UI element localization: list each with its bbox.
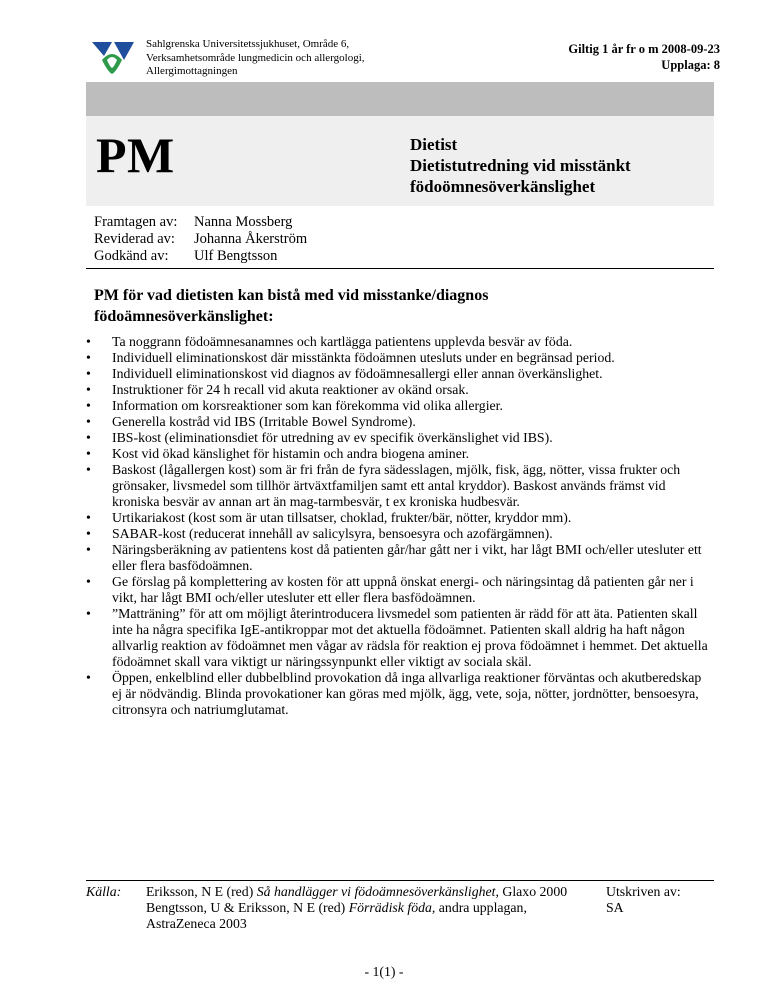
title-block — [86, 116, 714, 206]
org-line: Verksamhetsområde lungmedicin och allergologi, — [146, 51, 365, 64]
document-title-line: Dietistutredning vid misstänkt — [410, 156, 631, 175]
document-title-line: födoömnesöverkänslighet — [410, 177, 596, 196]
reference-author: Eriksson, N E (red) — [146, 884, 257, 899]
reference-title: Så handlägger vi födoämnesöverkänslighet, — [256, 884, 499, 899]
bullet: • — [86, 574, 91, 589]
list-item-text: Ge förslag på komplettering av kosten för att uppnå önskat energi- och näringsintag då patienten går ner i vikt, har lågt BMI och/eller utesluter ett eller flera basfödoämnen. — [112, 574, 694, 605]
validity-date: Giltig 1 år fr o m 2008-09-23 — [568, 42, 720, 56]
reference — [146, 884, 586, 900]
bullet: • — [86, 606, 91, 621]
bullet: • — [86, 366, 91, 381]
list-item-text: Instruktioner för 24 h recall vid akuta reaktioner av okänd orsak. — [112, 382, 469, 397]
list-item-text: Kost vid ökad känslighet för histamin och andra biogena aminer. — [112, 446, 470, 461]
list-item — [86, 542, 714, 574]
meta-label: Godkänd av: — [94, 248, 169, 264]
reference-author: Bengtsson, U & Eriksson, N E (red) — [146, 900, 349, 915]
divider — [86, 268, 714, 269]
pm-label: PM — [96, 127, 175, 183]
section-heading — [94, 285, 694, 327]
footer-divider — [86, 880, 714, 881]
list-item-text: Individuell eliminationskost där misstänkta födoämnen utesluts under en begränsad period. — [112, 350, 615, 365]
list-item-text: Information om korsreaktioner som kan förekomma vid olika allergier. — [112, 398, 503, 413]
bullet: • — [86, 398, 91, 413]
list-item — [86, 526, 714, 542]
bullet: • — [86, 670, 91, 685]
service-list — [86, 334, 714, 718]
list-item-text: Öppen, enkelblind eller dubbelblind provokation då inga allvarliga reaktioner förväntas och akutberedskap ej är nödvändig. Blinda provokationer kan göras med mjölk, ägg, vete, soja, nötter, jordnötter, bensoesyra, citronsyra och natriumglutamat. — [112, 670, 702, 717]
list-item-text: Individuell eliminationskost vid diagnos av födoämnesallergi eller annan överkänslighet. — [112, 366, 603, 381]
page-number: - 1(1) - — [364, 964, 404, 979]
hospital-logo-icon — [90, 38, 136, 76]
list-item-text: SABAR-kost (reducerat innehåll av salicylsyra, bensoesyra och azofärgämnen). — [112, 526, 553, 541]
list-item — [86, 462, 714, 510]
org-line: Allergimottagningen — [146, 65, 238, 77]
list-item — [86, 398, 714, 414]
source-label: Källa: — [86, 884, 122, 899]
bullet: • — [86, 526, 91, 541]
meta-label: Reviderad av: — [94, 231, 175, 247]
list-item — [86, 334, 714, 350]
list-item-text: ”Matträning” för att om möjligt återintroducera livsmedel som patienten är rädd för att äta. Patienten skall inte ha några specifika IgE-antikroppar mot det aktuella födoämnet. Patienten skall aldrig ha haft någon allvarlig reaktion av födoämnet men vågar av rädsla för reaktion ej prova födoämnet i hemmet. Det aktuella födoämnet skall vara viktigt ur näringssynpunkt eller viktigt av sociala skäl. — [112, 606, 708, 669]
list-item — [86, 446, 714, 462]
list-item-text: Urtikariakost (kost som är utan tillsatser, choklad, frukter/bär, nötter, kryddor mm). — [112, 510, 572, 525]
meta-row — [94, 248, 307, 265]
reference — [146, 900, 586, 932]
list-item — [86, 366, 714, 382]
document-title — [410, 134, 631, 197]
section-heading-line: födoämnesöverkänslighet: — [94, 308, 274, 325]
list-item-text: Näringsberäkning av patientens kost då patienten går/har gått ner i vikt, har lågt BMI och/eller utesluter ett eller flera basfödoämnen. — [112, 542, 702, 573]
bullet: • — [86, 542, 91, 557]
reference-publisher: Glaxo 2000 — [498, 884, 568, 899]
edition: Upplaga: 8 — [661, 58, 720, 72]
list-item — [86, 430, 714, 446]
meta-row — [94, 231, 307, 248]
printed-by-label: Utskriven av: — [606, 884, 681, 899]
bullet: • — [86, 350, 91, 365]
meta-row — [94, 214, 307, 231]
bullet: • — [86, 382, 91, 397]
list-item — [86, 510, 714, 526]
list-item — [86, 382, 714, 398]
bullet: • — [86, 446, 91, 461]
meta-label: Framtagen av: — [94, 214, 178, 230]
list-item-text: Generella kostråd vid IBS (Irritable Bowel Syndrome). — [112, 414, 416, 429]
list-item — [86, 350, 714, 366]
org-line: Sahlgrenska Universitetssjukhuset, Område 6, — [146, 38, 350, 50]
list-item — [86, 574, 714, 606]
references — [146, 884, 586, 932]
organization-name — [146, 38, 416, 79]
meta-value: Nanna Mossberg — [194, 214, 293, 230]
list-item — [86, 606, 714, 670]
authorship-meta — [94, 214, 307, 265]
printed-by-value: SA — [606, 900, 624, 915]
bullet: • — [86, 414, 91, 429]
document-category: Dietist — [410, 135, 458, 154]
printed-by — [606, 884, 716, 916]
meta-value: Ulf Bengtsson — [194, 248, 278, 264]
bullet: • — [86, 462, 91, 477]
bullet: • — [86, 430, 91, 445]
bullet: • — [86, 510, 91, 525]
list-item — [86, 414, 714, 430]
validity-info — [568, 41, 720, 73]
list-item — [86, 670, 714, 718]
meta-value: Johanna Åkerström — [194, 231, 308, 247]
bullet: • — [86, 334, 91, 349]
list-item-text: Baskost (lågallergen kost) som är fri från de fyra sädesslagen, mjölk, fisk, ägg, nötter, vissa frukter och grönsaker, livsmedel som tillhör ärtväxtfamiljen samt ett antal kryddor). Baskost används främst vid kroniska besvär av annan art än mag-tarmbesvär, t ex kroniska hudbesvär. — [112, 462, 681, 509]
section-heading-line: PM för vad dietisten kan bistå med vid misstanke/diagnos — [94, 287, 489, 304]
list-item-text: IBS-kost (eliminationsdiet för utredning av ev specifik överkänslighet vid IBS). — [112, 430, 553, 445]
reference-publisher: andra upplagan, AstraZeneca 2003 — [146, 900, 527, 931]
reference-title: Förrädisk föda, — [348, 900, 436, 915]
list-item-text: Ta noggrann födoämnesanamnes och kartlägga patientens upplevda besvär av föda. — [112, 334, 573, 349]
header-bar — [86, 82, 714, 116]
